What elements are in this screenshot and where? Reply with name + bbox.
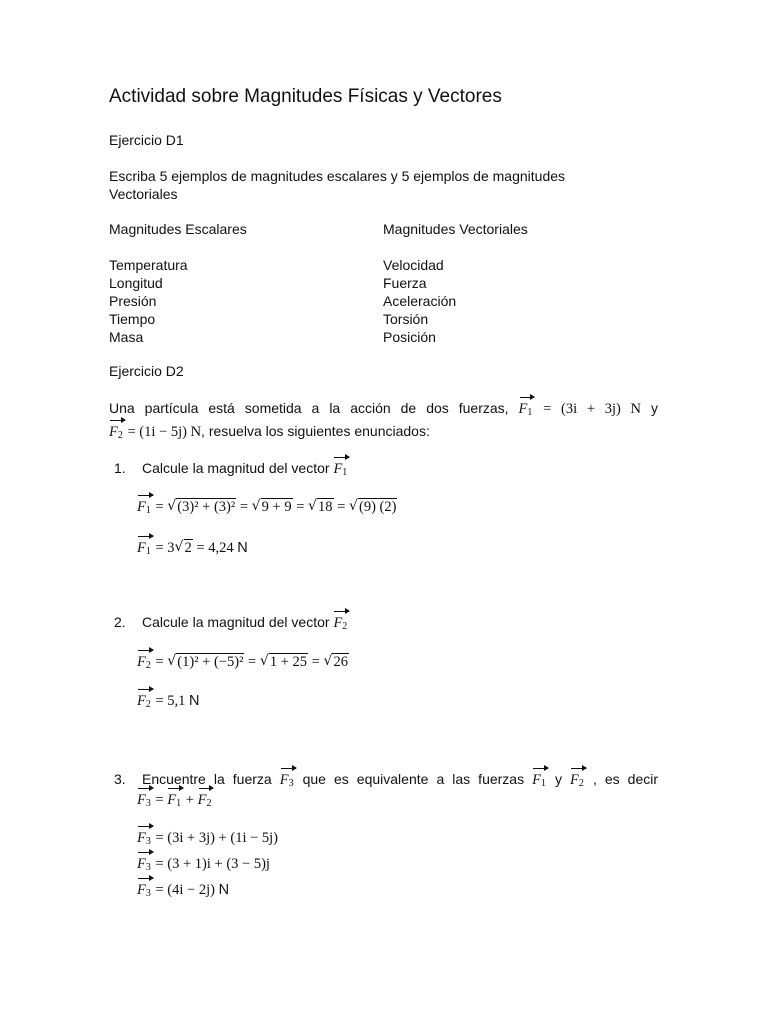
intro-conjunction: y [651,400,659,416]
magnitude-value: 4,24 [208,540,234,556]
vector-list [383,256,456,346]
list-item-text: que es equivalente a las fuerzas [302,771,525,787]
f3-step-2: $F_3$ = (3 + 1)i + (3 − 5)j [137,851,270,873]
f2-magnitude-result: $F_2$ = 5,1 N [137,688,200,710]
vector-item: Velocidad [383,257,444,273]
f1-definition: $F_1$ = (3i + 3j) N [519,401,641,417]
radicand: 26 [333,654,348,670]
vector-item: Aceleración [383,293,457,309]
list-number: 1. [114,460,126,476]
unit: N [189,693,200,709]
f1-value: (3i + 3j) N [561,401,642,417]
radicand: 2 [184,540,192,556]
list-number: 2. [114,614,126,630]
scalar-column-header: Magnitudes Escalares [109,221,247,237]
exercise-1-prompt-line-1: Escriba 5 ejemplos de magnitudes escalares y 5 ejemplos de magnitudes [109,168,566,184]
unit: N [218,882,230,898]
scalar-item: Tiempo [109,311,156,327]
scalar-item: Temperatura [109,257,188,273]
f2-magnitude-equation: $F_2$ = √ (1)² + (−5)² = √ 1 + 25 = √ 26 [137,649,349,671]
vector-column-header: Magnitudes Vectoriales [383,221,528,237]
list-item-text: y [555,771,563,787]
magnitude-value: 5,1 [167,693,186,709]
list-item-text: , es decir [592,771,659,787]
exercise-2-intro-line-1 [109,396,658,418]
exercise-1-prompt-line-2: Vectoriales [109,186,178,202]
radicand: 9 + 9 [261,499,292,515]
page-title: Actividad sobre Magnitudes Físicas y Vectores [109,86,502,107]
coefficient: 3 [167,540,175,556]
list-item-text: Calcule la magnitud del vector [142,614,330,630]
f1-magnitude-result: $F_1$ = 3√ 2 = 4,24 N [137,535,248,557]
f2-value: (1i − 5j) N [139,424,202,440]
list-item-2-statement: 2. Calcule la magnitud del vector $F_2$ [114,610,348,632]
f3-expression: (3 + 1)i + (3 − 5)j [167,856,270,872]
scalar-item: Presión [109,293,157,309]
unit: N [237,540,248,556]
list-item-text: Encuentre la fuerza [142,771,272,787]
radicand: 1 + 25 [269,654,308,670]
list-item-1-statement: 1. Calcule la magnitud del vector $F_1$ [114,456,348,478]
list-number: 3. [114,771,126,787]
exercise-2-intro-line-2 [109,419,430,441]
intro-text: Una partícula está sometida a la acción de dos fuerzas, [109,400,509,416]
exercise-2-heading: Ejercicio D2 [109,363,184,379]
list-item-text: Calcule la magnitud del vector [142,460,330,476]
radicand: (9) (2) [358,499,397,515]
scalar-item: Masa [109,329,144,345]
f3-step-1: $F_3$ = (3i + 3j) + (1i − 5j) [137,825,278,847]
scalar-item: Longitud [109,275,163,291]
radicand: (3)² + (3)² [177,499,236,515]
vector-item: Fuerza [383,275,427,291]
vector-item: Torsión [383,311,429,327]
f1-magnitude-equation: $F_1$ = √ (3)² + (3)² = √ 9 + 9 = √ 18 = √ (9) (2) [137,494,397,516]
f3-expression: (3i + 3j) + (1i − 5j) [167,830,279,846]
intro-suffix: , resuelva los siguientes enunciados: [201,423,430,439]
exercise-1-heading: Ejercicio D1 [109,132,184,148]
f3-expression: (4i − 2j) [167,882,215,898]
f3-definition: $F_3$ = $F_1$ + $F_2$ [137,787,212,809]
radicand: 18 [318,499,333,515]
vector-item: Posición [383,329,436,345]
f2-definition: $F_2$ = (1i − 5j) N [109,424,201,440]
f3-result: $F_3$ = (4i − 2j) N [137,877,229,899]
radicand: (1)² + (−5)² [177,654,244,670]
scalar-list [109,256,188,346]
list-item-3-statement: 3. Encuentre la fuerza $F_3$ que es equivalente a las fuerzas $F_1$ y $F_2$ , es decir [114,767,658,789]
